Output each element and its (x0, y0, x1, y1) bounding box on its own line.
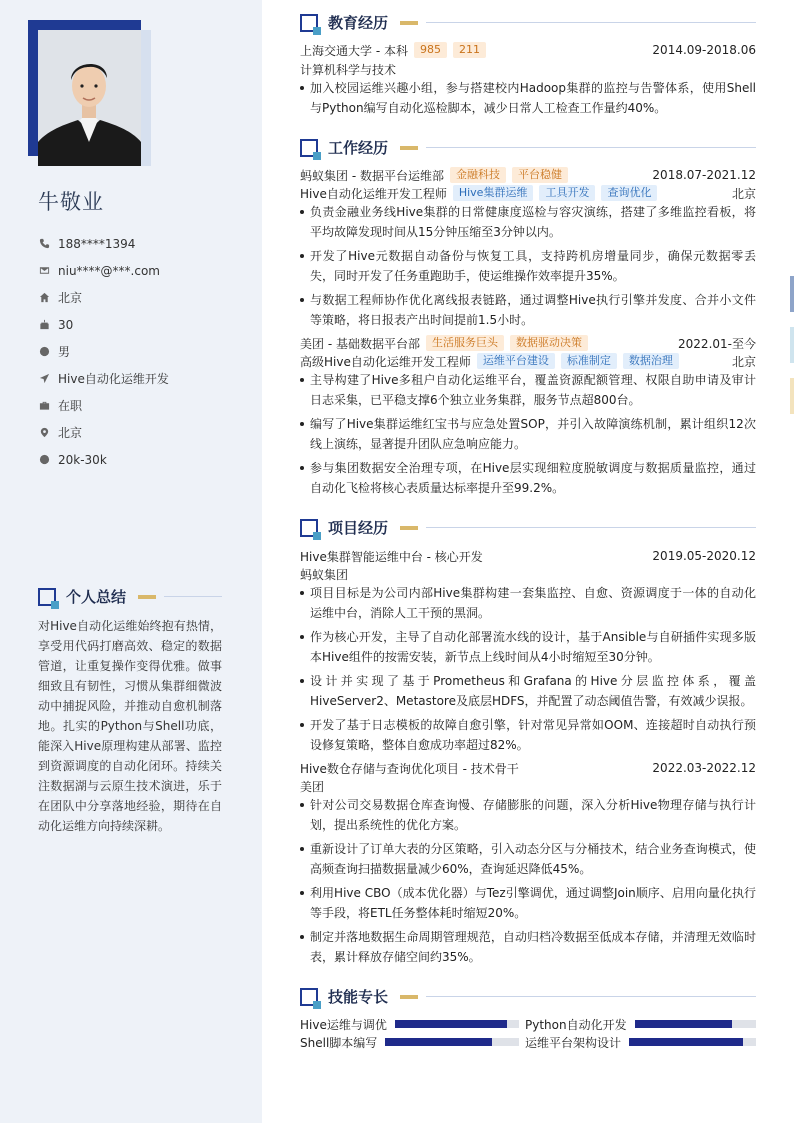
skill-bar-track (385, 1038, 519, 1046)
job-company: 蚂蚁集团 - 数据平台运维部 (300, 168, 444, 183)
education-school: 上海交通大学 - 本科 (300, 43, 408, 58)
education-header (300, 12, 756, 33)
bullet-item: 负责金融业务线Hive集群的日常健康度巡检与容灾演练，搭建了多维监控看板，将平均故障发现时间从15分钟压缩至3分钟以内。 (300, 202, 756, 242)
edge-marker (790, 327, 794, 363)
education-tag: 985 (414, 42, 447, 58)
contact-info-list (38, 230, 169, 473)
skill-bar-fill (395, 1020, 507, 1028)
bullet-item: 加入校园运维兴趣小组，参与搭建校内Hadoop集群的监控与告警体系，使用Shell与Python编写自动化巡检脚本，减少日常人工检查工作量约40%。 (300, 78, 756, 118)
role-tag: 运维平台建设 (477, 353, 555, 369)
projects-title: 项目经历 (328, 519, 389, 537)
summary-text: 对Hive自动化运维始终抱有热情，享受用代码打磨高效、稳定的数据管道，让重复操作变得优雅。做事细致且有韧性，习惯从集群细微波动中捕捉风险，并推动自愈机制落地。扎实的Python与Shell功底，能深入Hive原理构建从部署、监控到资源调度的自动化闭环。持续关注数据湖与云原生技术演进，乐于在团队中分享落地经验，期待在自动化运维方向持续深耕。 (38, 619, 222, 833)
education-row (300, 41, 756, 59)
job-role: Hive自动化运维开发工程师 (300, 186, 447, 201)
skill-name: Hive运维与调优 (300, 1017, 387, 1032)
skill-name: Shell脚本编写 (300, 1035, 378, 1050)
education-major: 计算机科学与技术 (300, 62, 397, 77)
section-square-icon (300, 519, 318, 537)
job-company: 美团 - 基础数据平台部 (300, 336, 420, 351)
skill-bar-fill (629, 1038, 743, 1046)
section-divider (426, 996, 756, 997)
info-salary (38, 446, 169, 473)
role-tag: Hive集群运维 (453, 185, 534, 201)
section-square-icon (300, 14, 318, 32)
bullet-item: 主导构建了Hive多租户自动化运维平台，覆盖资源配额管理、权限自助申请及审计日志采集，已平稳支撑6个独立业务集群，服务节点超800台。 (300, 370, 756, 410)
skill-bar-fill (635, 1020, 732, 1028)
work-title: 工作经历 (328, 139, 389, 157)
job-city: 北京 (731, 354, 756, 369)
salary-icon (38, 454, 50, 466)
company-tag: 金融科技 (450, 167, 506, 183)
info-target-city (38, 419, 169, 446)
project-org-row (300, 777, 756, 795)
work-header (300, 137, 756, 158)
role-tag: 工具开发 (539, 185, 595, 201)
candidate-name: 牛敬业 (38, 190, 104, 214)
education-title: 教育经历 (328, 14, 389, 32)
section-divider (426, 147, 756, 148)
location-icon (38, 427, 50, 439)
edge-marker (790, 276, 794, 312)
info-email (38, 257, 169, 284)
project-row (300, 547, 756, 565)
section-accent-bar (400, 146, 418, 150)
project-org: 美团 (300, 779, 325, 794)
section-divider (426, 22, 756, 23)
section-square-icon (38, 588, 56, 606)
bullet-item: 利用Hive CBO（成本优化器）与Tez引擎调优，通过调整Join顺序、启用向量化执行等手段，将ETL任务整体耗时缩短20%。 (300, 883, 756, 923)
project-name: Hive集群智能运维中台 - 核心开发 (300, 549, 483, 564)
send-icon (38, 373, 50, 385)
project-org-row (300, 565, 756, 583)
section-square-icon (300, 988, 318, 1006)
info-gender (38, 338, 169, 365)
bullet-item: 与数据工程师协作优化离线报表链路，通过调整Hive执行引擎并发度、合并小文件等策略，将日报表产出时间提前1.5小时。 (300, 290, 756, 330)
info-target-role (38, 365, 169, 392)
section-square-icon (300, 139, 318, 157)
avatar (38, 30, 141, 166)
education-date: 2014.09-2018.06 (652, 43, 756, 57)
skills-title: 技能专长 (328, 988, 389, 1006)
project-org: 蚂蚁集团 (300, 567, 349, 582)
info-target-role-text: Hive自动化运维开发 (58, 372, 169, 386)
project-bullets (300, 795, 756, 971)
education-major-row (300, 60, 756, 78)
skill-item (525, 1033, 756, 1051)
job-company-row (300, 166, 756, 184)
role-tag: 查询优化 (601, 185, 657, 201)
edge-marker (790, 378, 794, 414)
skill-name: 运维平台架构设计 (525, 1035, 622, 1050)
sidebar (0, 0, 262, 1123)
briefcase-icon (38, 400, 50, 412)
project-bullets (300, 583, 756, 759)
section-accent-bar (400, 526, 418, 530)
info-age (38, 311, 169, 338)
info-phone-text: 188****1394 (58, 236, 136, 251)
phone-icon (38, 238, 50, 250)
section-divider (426, 527, 756, 528)
job-date: 2018.07-2021.12 (652, 168, 756, 182)
info-residence-text: 北京 (58, 291, 83, 305)
mail-icon (38, 265, 50, 277)
info-phone (38, 230, 169, 257)
bullet-item: 设计并实现了基于Prometheus和Grafana的Hive分层监控体系，覆盖HiveServer2、Metastore及底层HDFS，并配置了动态阈值告警，有效减少误报。 (300, 671, 756, 711)
info-residence (38, 284, 169, 311)
bullet-item: 项目目标是为公司内部Hive集群构建一套集监控、自愈、资源调度于一体的自动化运维中台，消除人工干预的黑洞。 (300, 583, 756, 623)
education-tag: 211 (453, 42, 486, 58)
job-bullets (300, 370, 756, 502)
job-role-row (300, 352, 756, 370)
job-role: 高级Hive自动化运维开发工程师 (300, 354, 471, 369)
company-tag: 数据驱动决策 (510, 335, 588, 351)
info-status-text: 在职 (58, 399, 83, 413)
bullet-item: 重新设计了订单大表的分区策略，引入动态分区与分桶技术，结合业务查询模式，使高频查询扫描数据量减少60%，查询延迟降低45%。 (300, 839, 756, 879)
skill-bar-track (395, 1020, 519, 1028)
skill-bar-track (635, 1020, 756, 1028)
project-date: 2022.03-2022.12 (652, 761, 756, 775)
project-name: Hive数仓存储与查询优化项目 - 技术骨干 (300, 761, 519, 776)
skill-bar-track (629, 1038, 756, 1046)
education-bullets (300, 78, 756, 122)
section-accent-bar (138, 595, 156, 599)
info-salary-text: 20k-30k (58, 452, 107, 467)
job-company-row (300, 334, 756, 352)
bullet-item: 编写了Hive集群运维红宝书与应急处置SOP，并引入故障演练机制，累计组织12次线上演练，显著提升团队应急响应能力。 (300, 414, 756, 454)
job-city: 北京 (731, 186, 756, 201)
summary-header (38, 586, 222, 607)
skill-item (300, 1033, 519, 1051)
skill-bar-fill (385, 1038, 492, 1046)
info-target-city-text: 北京 (58, 426, 83, 440)
summary-title: 个人总结 (66, 588, 127, 606)
job-bullets (300, 202, 756, 334)
section-accent-bar (400, 995, 418, 999)
info-status (38, 392, 169, 419)
info-gender-text: 男 (58, 345, 71, 359)
skills-header (300, 986, 756, 1007)
projects-header (300, 517, 756, 538)
project-row (300, 759, 756, 777)
cake-icon (38, 319, 50, 331)
section-divider (164, 596, 222, 597)
info-age-text: 30 (58, 317, 74, 332)
job-date: 2022.01-至今 (678, 336, 756, 351)
main-content (300, 0, 756, 1123)
skill-name: Python自动化开发 (525, 1017, 627, 1032)
role-tag: 标准制定 (561, 353, 617, 369)
gender-icon (38, 346, 50, 358)
bullet-item: 开发了基于日志模板的故障自愈引擎，针对常见异常如OOM、连接超时自动执行预设修复策略，整体自愈成功率超过82%。 (300, 715, 756, 755)
bullet-item: 参与集团数据安全治理专项，在Hive层实现细粒度脱敏调度与数据质量监控，通过自动化飞检将核心表质量达标率提升至99.2%。 (300, 458, 756, 498)
bullet-item: 制定并落地数据生命周期管理规范，自动归档冷数据至低成本存储，并清理无效临时表，累计释放存储空间约35%。 (300, 927, 756, 967)
home-icon (38, 292, 50, 304)
company-tag: 平台稳健 (512, 167, 568, 183)
bullet-item: 作为核心开发，主导了自动化部署流水线的设计，基于Ansible与自研插件实现多版本Hive组件的按需安装，新节点上线时间从4小时缩短至30分钟。 (300, 627, 756, 667)
bullet-item: 开发了Hive元数据自动备份与恢复工具，支持跨机房增量同步，确保元数据零丢失，同时开发了任务重跑助手，使运维操作效率提升35%。 (300, 246, 756, 286)
skill-item (300, 1015, 519, 1033)
section-accent-bar (400, 21, 418, 25)
avatar-frame (28, 20, 152, 166)
skill-item (525, 1015, 756, 1033)
info-email-text: niu****@***.com (58, 263, 160, 278)
project-date: 2019.05-2020.12 (652, 549, 756, 563)
bullet-item: 针对公司交易数据仓库查询慢、存储膨胀的问题，深入分析Hive物理存储与执行计划，提出系统性的优化方案。 (300, 795, 756, 835)
job-role-row (300, 184, 756, 202)
role-tag: 数据治理 (623, 353, 679, 369)
company-tag: 生活服务巨头 (426, 335, 504, 351)
